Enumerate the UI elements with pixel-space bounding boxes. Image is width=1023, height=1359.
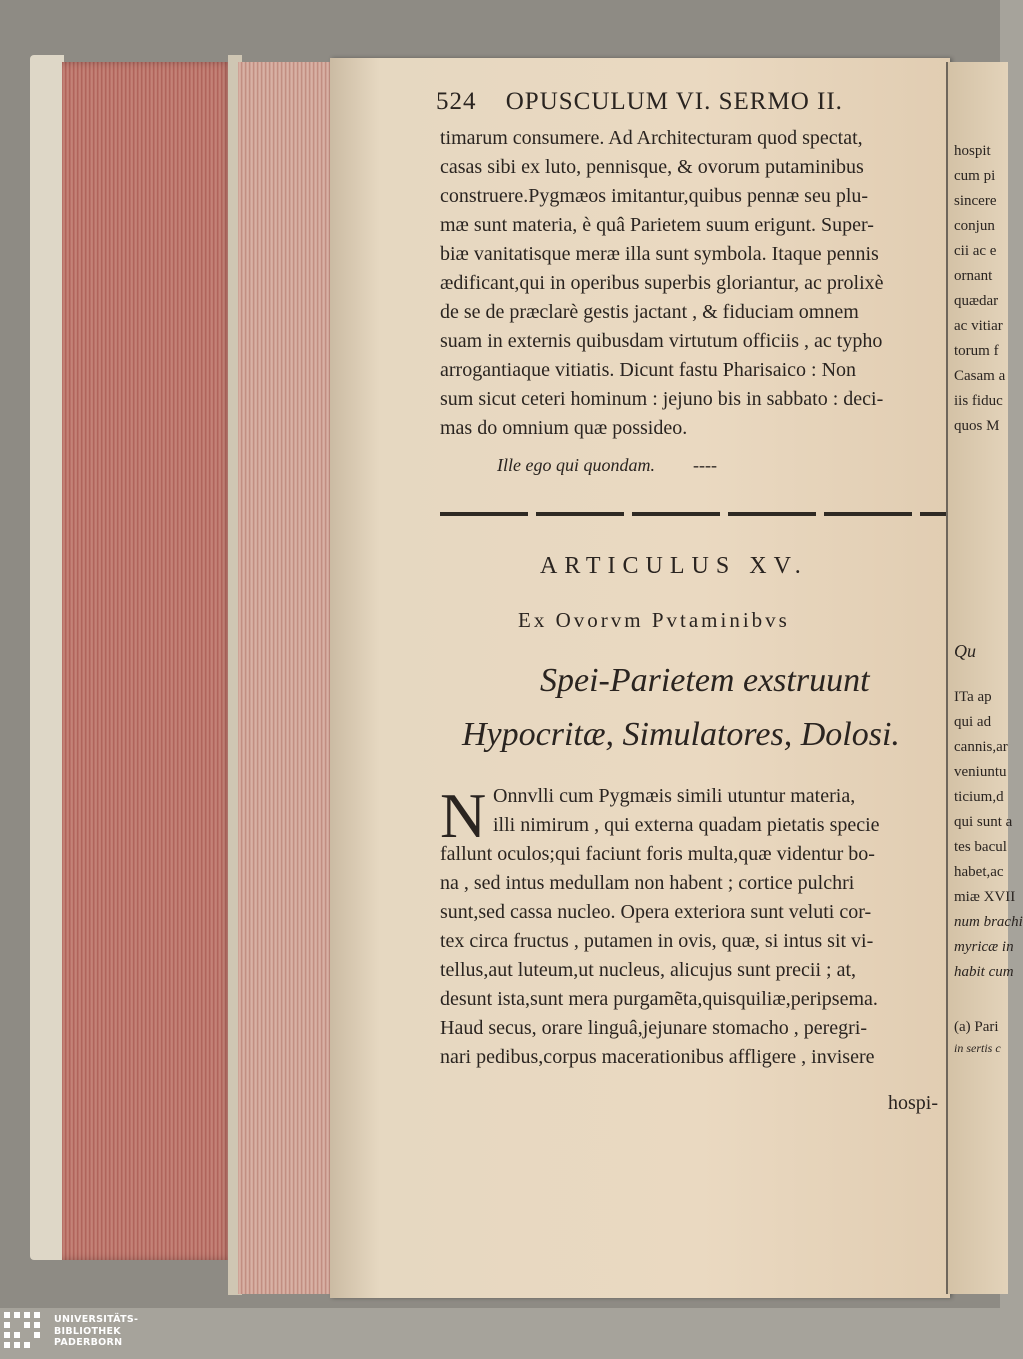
body-line: tex circa fructus , putamen in ovis, quæ, si intus sit vi- <box>440 930 874 952</box>
next-page-fragment: veniuntu <box>954 764 1007 780</box>
body-line: sum sicut ceteri hominum : jejuno bis in sabbato : deci- <box>440 388 884 410</box>
body-line: construere.Pygmæos imitantur,quibus pennæ seu plu- <box>440 185 869 207</box>
article-title: ARTICULUS XV. <box>540 553 808 579</box>
next-page-fragment: cannis,ar <box>954 739 1008 755</box>
article-heading-line-1: Spei-Parietem exstruunt <box>540 662 870 699</box>
next-page-fragment: quos M <box>954 418 1000 434</box>
running-head <box>436 88 843 116</box>
library-name-line: BIBLIOTHEK <box>54 1325 121 1337</box>
next-page-fragment: ac vitiar <box>954 318 1003 334</box>
next-page-fragment: Qu <box>954 641 976 661</box>
next-page-fragment: miæ XVII <box>954 889 1016 905</box>
body-line: Haud secus, orare linguâ,jejunare stomacho , peregri- <box>440 1017 868 1039</box>
body-line: suam in externis quibusdam virtutum officiis , ac typho <box>440 330 883 352</box>
next-page-fragment: num brachi <box>954 914 1023 930</box>
next-page-fragment: habet,ac <box>954 864 1004 880</box>
next-page-fragment: torum f <box>954 343 999 359</box>
next-page-fragment: ITa ap <box>954 689 992 705</box>
verse-quote-text: Ille ego qui quondam. <box>497 455 655 475</box>
body-line: mæ sunt materia, è quâ Parietem suum erigunt. Super- <box>440 214 874 236</box>
page-number: 524 <box>436 88 477 115</box>
library-name-line: UNIVERSITÄTS- <box>54 1314 139 1325</box>
body-line: timarum consumere. Ad Architecturam quod spectat, <box>440 127 863 149</box>
next-page-fragment: qui sunt a <box>954 814 1013 830</box>
body-line: casas sibi ex luto, pennisque, & ovorum putaminibus <box>440 156 864 178</box>
body-line: de se de præclarè gestis jactant , & fiduciam omnem <box>440 301 859 323</box>
next-page-fragment: myricæ in <box>954 939 1014 955</box>
body-line: arrogantiaque vitiatis. Dicunt fastu Pharisaico : Non <box>440 359 857 381</box>
body-line: ædificant,qui in operibus superbis gloriantur, ac prolixè <box>440 272 884 294</box>
next-page-fragment: Casam a <box>954 368 1006 384</box>
next-page-fragment: tes bacul <box>954 839 1007 855</box>
next-page-fragment: quædar <box>954 293 999 309</box>
page-edges-stack <box>238 62 334 1294</box>
book-cover-left <box>30 55 64 1260</box>
next-page-fragment: conjun <box>954 218 995 234</box>
page-edges-left <box>62 62 234 1260</box>
article-subtitle: Ex Ovorvm Pvtaminibvs <box>518 608 790 632</box>
running-head-title: OPUSCULUM VI. SERMO II. <box>505 88 843 115</box>
library-name <box>54 1314 138 1349</box>
body-line: mas do omnium quæ possideo. <box>440 417 688 439</box>
verse-quote <box>497 455 717 476</box>
next-page-fragment: habit cum <box>954 964 1014 980</box>
section-rule <box>440 512 946 516</box>
body-line: na , sed intus medullam non habent ; cortice pulchri <box>440 872 855 894</box>
body-line: sunt,sed cassa nucleo. Opera exteriora sunt veluti cor- <box>440 901 872 923</box>
next-page-fragment: qui ad <box>954 714 992 730</box>
body-line: nari pedibus,corpus macerationibus affligere , invisere <box>440 1046 875 1068</box>
next-page-sliver <box>946 62 1023 1294</box>
drop-cap: N <box>440 780 487 851</box>
body-line: Onnvlli cum Pygmæis simili utuntur materia, <box>493 785 856 807</box>
next-page-fragment: cum pi <box>954 168 996 184</box>
verse-quote-dashes: ---- <box>692 455 717 475</box>
next-page-fragment: hospit <box>954 143 991 159</box>
library-footer <box>0 1308 1000 1359</box>
body-line: tellus,aut luteum,ut nucleus, alicujus sunt precii ; at, <box>440 959 857 981</box>
catchword: hospi- <box>888 1092 938 1114</box>
body-line: desunt ista,sunt mera purgamẽta,quisquiliæ,peripsema. <box>440 988 878 1010</box>
library-logo-icon <box>4 1312 50 1358</box>
body-line: illi nimirum , qui externa quadam pietatis specie <box>493 814 880 836</box>
library-name-line: PADERBORN <box>54 1337 123 1348</box>
next-page-fragment: ticium,d <box>954 789 1004 805</box>
article-heading-line-2: Hypocritæ, Simulatores, Dolosi. <box>462 716 900 753</box>
next-page-fragment: in sertis c <box>954 1041 1001 1055</box>
next-page-fragment: (a) Pari <box>954 1019 999 1035</box>
next-page-fragment: sincere <box>954 193 997 209</box>
body-line: biæ vanitatisque meræ illa sunt symbola. Itaque pennis <box>440 243 879 265</box>
next-page-fragment: iis fiduc <box>954 393 1003 409</box>
body-line: fallunt oculos;qui faciunt foris multa,quæ videntur bo- <box>440 843 875 865</box>
next-page-fragment: ornant <box>954 268 993 284</box>
next-page-fragment: cii ac e <box>954 243 997 259</box>
